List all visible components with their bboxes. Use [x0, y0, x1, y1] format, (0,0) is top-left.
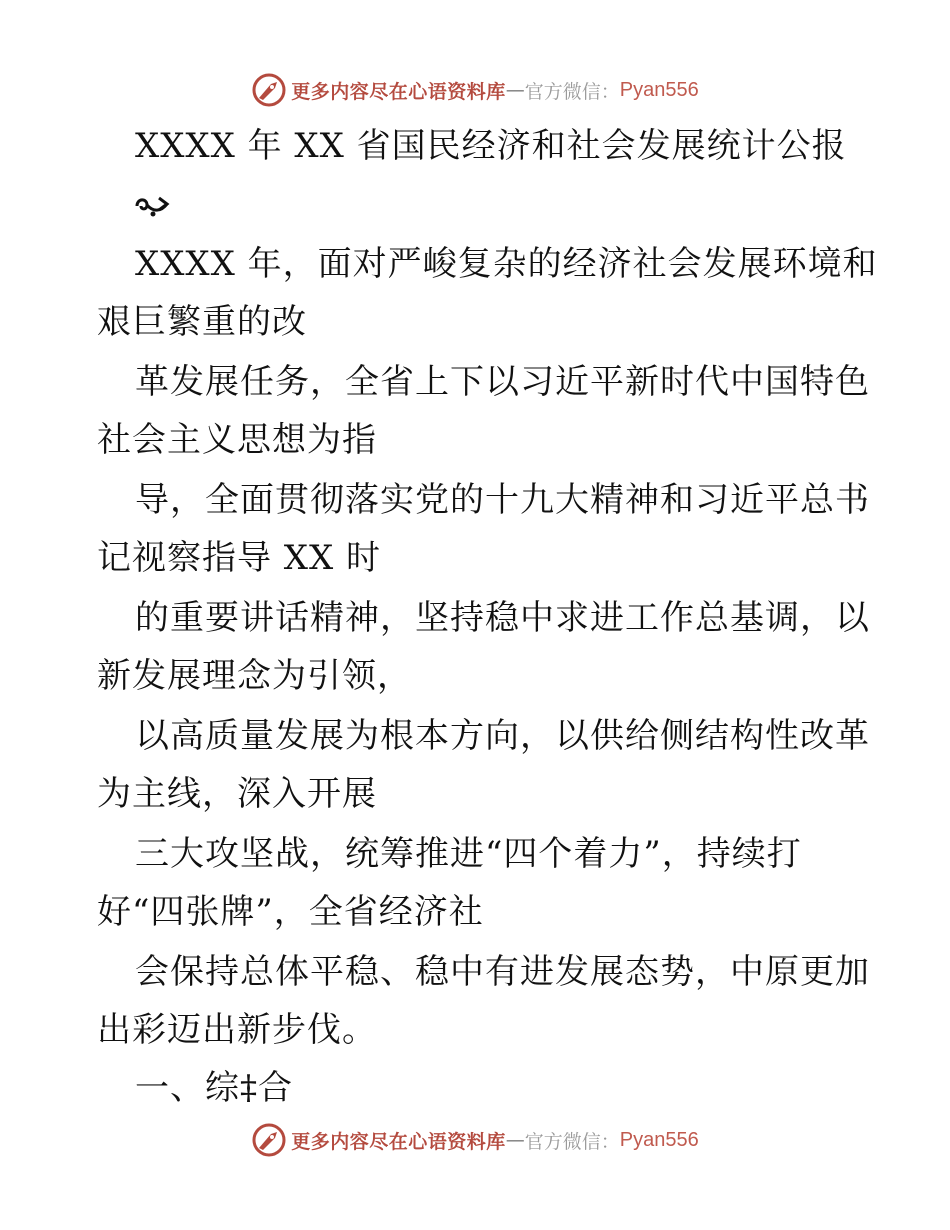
footer-banner: [0, 1120, 950, 1160]
body-line-9: 以高质量发展为根本方向，以供给侧结构性改革: [135, 716, 870, 756]
pen-nib-logo-icon: [251, 72, 287, 108]
body-line-2: 艰巨繁重的改: [97, 302, 307, 342]
pen-nib-logo-icon: [251, 1122, 287, 1158]
swirl-ornament-icon: [133, 190, 173, 220]
banner-dash: —: [505, 1129, 525, 1151]
banner-main-text: 更多内容尽在心语资料库: [291, 1130, 506, 1153]
body-line-1: XXXX 年，面对严峻复杂的经济社会发展环境和: [135, 244, 878, 284]
document-title: XXXX 年 XX 省国民经济和社会发展统计公报: [135, 126, 847, 166]
body-line-3: 革发展任务，全省上下以习近平新时代中国特色: [135, 362, 870, 402]
banner-wechat-label: 官方微信：: [524, 1130, 620, 1153]
body-line-5: 导，全面贯彻落实党的十九大精神和习近平总书: [135, 480, 870, 520]
body-line-4: 社会主义思想为指: [97, 420, 377, 460]
body-line-8: 新发展理念为引领，: [97, 656, 412, 696]
banner-wechat-id: Pyan556: [619, 78, 699, 101]
body-line-12: 好“四张牌”，全省经济社: [97, 892, 484, 932]
body-line-10: 为主线，深入开展: [97, 774, 377, 814]
body-line-14: 出彩迈出新步伐。: [97, 1010, 377, 1050]
body-line-7: 的重要讲话精神，坚持稳中求进工作总基调，以: [135, 598, 870, 638]
banner-main-text: 更多内容尽在心语资料库: [291, 80, 506, 103]
banner-wechat-id: Pyan556: [619, 1128, 699, 1151]
header-banner: [0, 70, 950, 110]
section-heading: 一、综‡合: [135, 1068, 293, 1108]
body-line-11: 三大攻坚战，统筹推进“四个着力”，持续打: [135, 834, 802, 874]
body-line-13: 会保持总体平稳、稳中有进发展态势，中原更加: [135, 952, 870, 992]
banner-dash: —: [505, 79, 525, 101]
banner-wechat-label: 官方微信：: [524, 80, 620, 103]
body-line-6: 记视察指导 XX 时: [97, 538, 382, 578]
